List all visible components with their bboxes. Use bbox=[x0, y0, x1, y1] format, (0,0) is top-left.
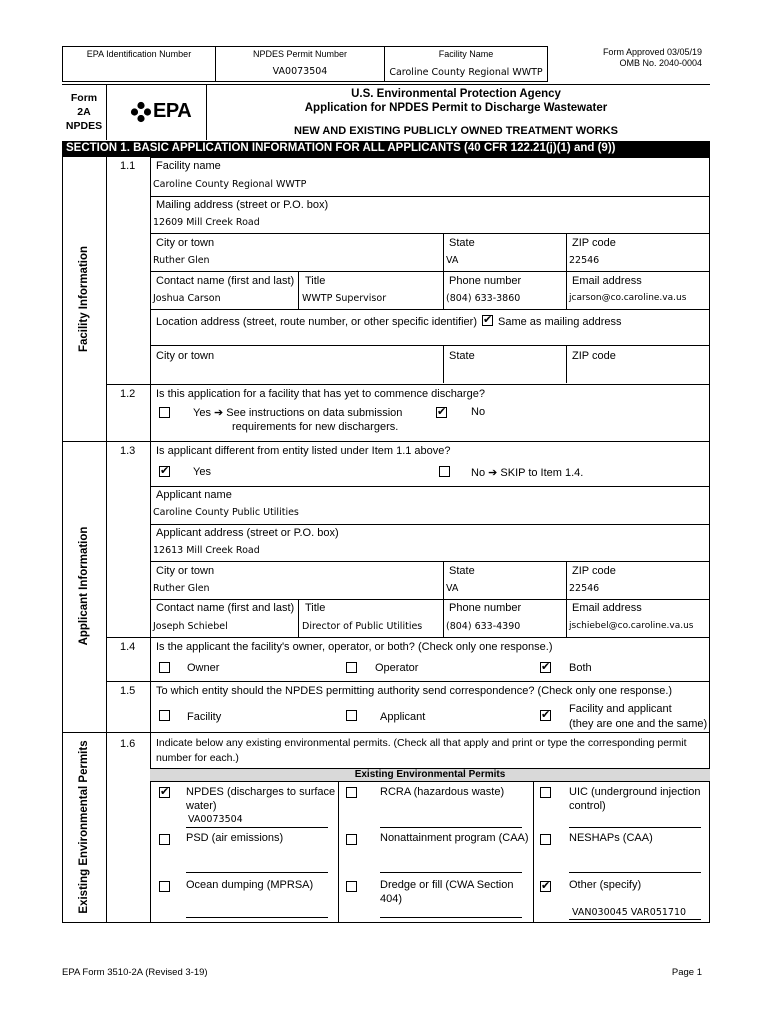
applicant-state-label: State bbox=[449, 565, 475, 577]
item-1-5-question: To which entity should the NPDES permitting authority send correspondence? (Check only one response.) bbox=[156, 685, 673, 697]
item-1-5-number: 1.5 bbox=[120, 685, 136, 697]
applicant-email-label: Email address bbox=[572, 602, 642, 614]
same-as-mailing-checkbox[interactable] bbox=[482, 315, 493, 326]
correspondence-both-label-1: Facility and applicant bbox=[569, 703, 672, 715]
section-1-header bbox=[62, 141, 710, 157]
other-permit-checkbox[interactable] bbox=[540, 881, 551, 892]
applicant-different-no-checkbox[interactable] bbox=[439, 466, 450, 477]
applicant-name-label: Applicant name bbox=[156, 489, 232, 501]
epa-logo-text: EPA bbox=[153, 100, 192, 122]
dredge-fill-checkbox[interactable] bbox=[346, 881, 357, 892]
new-discharge-no-checkbox[interactable] bbox=[436, 407, 447, 418]
new-discharge-yes-note-2: requirements for new dischargers. bbox=[232, 421, 399, 433]
item-1-1-number: 1.1 bbox=[120, 160, 136, 172]
rcra-label: RCRA (hazardous waste) bbox=[380, 786, 505, 798]
both-checkbox[interactable] bbox=[540, 662, 551, 673]
applicant-phone-field[interactable]: (804) 633-4390 bbox=[446, 621, 521, 632]
item-1-6-instruction-1: Indicate below any existing environmental permits. (Check all that apply and print or type the corresponding permit bbox=[156, 737, 687, 749]
location-state-label: State bbox=[449, 350, 475, 362]
header-permit-box bbox=[215, 46, 385, 82]
applicant-name-field[interactable]: Caroline County Public Utilities bbox=[153, 507, 299, 518]
npdes-permit-number-field[interactable]: VA0073504 bbox=[188, 814, 243, 825]
ocean-dumping-checkbox[interactable] bbox=[159, 881, 170, 892]
other-permit-label: Other (specify) bbox=[569, 879, 642, 891]
contact-name-label: Contact name (first and last) bbox=[156, 275, 295, 287]
neshaps-label: NESHAPs (CAA) bbox=[569, 832, 653, 844]
applicant-city-field[interactable]: Ruther Glen bbox=[153, 583, 210, 594]
ocean-dumping-label: Ocean dumping (MPRSA) bbox=[186, 879, 314, 891]
applicant-different-no-text: No bbox=[471, 467, 486, 479]
zip-field[interactable]: 22546 bbox=[569, 255, 600, 266]
correspondence-facility-label: Facility bbox=[187, 711, 222, 723]
same-as-mailing-label: Same as mailing address bbox=[498, 316, 622, 328]
applicant-different-yes-checkbox[interactable] bbox=[159, 466, 170, 477]
form-number-footer: EPA Form 3510-2A (Revised 3-19) bbox=[62, 967, 208, 978]
applicant-state-field[interactable]: VA bbox=[446, 583, 459, 594]
phone-field[interactable]: (804) 633-3860 bbox=[446, 293, 521, 304]
header-id-box bbox=[62, 46, 216, 82]
rcra-checkbox[interactable] bbox=[346, 787, 357, 798]
new-discharge-yes-label bbox=[193, 406, 402, 419]
facility-name-field-label: Facility name bbox=[156, 160, 221, 172]
form-label-3: NPDES bbox=[65, 120, 103, 132]
arrow-right-icon: ➔ bbox=[488, 467, 498, 479]
dredge-fill-label-1: Dredge or fill (CWA Section bbox=[380, 879, 514, 891]
applicant-different-yes-label: Yes bbox=[193, 466, 211, 478]
skip-note: SKIP to Item 1.4. bbox=[500, 467, 584, 479]
new-discharge-yes-text: Yes bbox=[193, 407, 211, 419]
correspondence-both-label-2: (they are one and the same) bbox=[569, 718, 708, 730]
location-zip-label: ZIP code bbox=[572, 350, 616, 362]
permits-table-header bbox=[150, 768, 710, 782]
epa-flower-icon bbox=[130, 101, 152, 123]
npdes-permit-value[interactable]: VA0073504 bbox=[272, 66, 328, 77]
uic-label-1: UIC (underground injection bbox=[569, 786, 701, 798]
npdes-permit-label-1: NPDES (discharges to surface bbox=[186, 786, 336, 798]
sidebar-applicant-label: Applicant Information bbox=[78, 526, 90, 646]
nonattainment-checkbox[interactable] bbox=[346, 834, 357, 845]
applicant-email-field[interactable]: jschiebel@co.caroline.va.us bbox=[569, 621, 694, 631]
contact-title-field[interactable]: WWTP Supervisor bbox=[302, 293, 387, 304]
operator-checkbox[interactable] bbox=[346, 662, 357, 673]
operator-label: Operator bbox=[375, 662, 419, 674]
works-title: NEW AND EXISTING PUBLICLY OWNED TREATMENT WORKS bbox=[294, 125, 618, 137]
form-approved: Form Approved 03/05/19 bbox=[602, 47, 702, 57]
both-label: Both bbox=[569, 662, 592, 674]
state-field[interactable]: VA bbox=[446, 255, 459, 266]
new-discharge-no-label: No bbox=[471, 406, 486, 418]
psd-checkbox[interactable] bbox=[159, 834, 170, 845]
item-1-4-question: Is the applicant the facility's owner, operator, or both? (Check only one response.) bbox=[156, 641, 553, 653]
epa-id-label: EPA Identification Number bbox=[86, 49, 192, 59]
applicant-zip-label: ZIP code bbox=[572, 565, 616, 577]
correspondence-facility-checkbox[interactable] bbox=[159, 710, 170, 721]
location-address-label: Location address (street, route number, or other specific identifier) bbox=[156, 316, 477, 328]
new-discharge-yes-note-1: See instructions on data submission bbox=[226, 407, 403, 419]
applicant-zip-field[interactable]: 22546 bbox=[569, 583, 600, 594]
psd-label: PSD (air emissions) bbox=[186, 832, 284, 844]
sidebar-applicant bbox=[62, 441, 106, 731]
item-1-6-number: 1.6 bbox=[120, 738, 136, 750]
application-title: Application for NPDES Permit to Discharge Wastewater bbox=[304, 102, 608, 114]
email-label: Email address bbox=[572, 275, 642, 287]
item-1-2-number: 1.2 bbox=[120, 388, 136, 400]
item-1-2-question: Is this application for a facility that has yet to commence discharge? bbox=[156, 388, 485, 400]
item-1-3-question: Is applicant different from entity listed under Item 1.1 above? bbox=[156, 445, 451, 457]
city-label: City or town bbox=[156, 237, 215, 249]
applicant-title-field[interactable]: Director of Public Utilities bbox=[302, 621, 423, 632]
sidebar-permits bbox=[62, 732, 106, 922]
facility-name-value[interactable]: Caroline County Regional WWTP bbox=[389, 67, 543, 78]
other-permit-field[interactable]: VAN030045 VAR051710 bbox=[572, 907, 687, 918]
mailing-address-label: Mailing address (street or P.O. box) bbox=[156, 199, 329, 211]
correspondence-applicant-checkbox[interactable] bbox=[346, 710, 357, 721]
form-label-2: 2A bbox=[77, 106, 91, 118]
city-field[interactable]: Ruther Glen bbox=[153, 255, 210, 266]
facility-name-label: Facility Name bbox=[438, 49, 494, 59]
npdes-permit-label-2: water) bbox=[186, 800, 217, 812]
npdes-permit-checkbox[interactable] bbox=[159, 787, 170, 798]
uic-label-2: control) bbox=[569, 800, 606, 812]
epa-logo bbox=[130, 101, 190, 123]
applicant-address-label: Applicant address (street or P.O. box) bbox=[156, 527, 339, 539]
omb-number: OMB No. 2040-0004 bbox=[619, 58, 702, 68]
new-discharge-yes-checkbox[interactable] bbox=[159, 407, 170, 418]
neshaps-checkbox[interactable] bbox=[540, 834, 551, 845]
section-1-title: SECTION 1. BASIC APPLICATION INFORMATION FOR ALL APPLICANTS (40 CFR 122.21(j)(1) and (9)) bbox=[66, 142, 616, 154]
phone-label: Phone number bbox=[449, 275, 522, 287]
applicant-address-field[interactable]: 12613 Mill Creek Road bbox=[153, 545, 260, 556]
email-field[interactable]: jcarson@co.caroline.va.us bbox=[569, 293, 687, 303]
owner-label: Owner bbox=[187, 662, 220, 674]
dredge-fill-label-2: 404) bbox=[380, 893, 403, 905]
applicant-phone-label: Phone number bbox=[449, 602, 522, 614]
arrow-right-icon: ➔ bbox=[214, 407, 224, 419]
owner-checkbox[interactable] bbox=[159, 662, 170, 673]
header-facility-box bbox=[384, 46, 548, 82]
page-number: Page 1 bbox=[671, 967, 702, 978]
applicant-contact-field[interactable]: Joseph Schiebel bbox=[153, 621, 228, 632]
contact-title-label: Title bbox=[305, 275, 326, 287]
permits-table-title: Existing Environmental Permits bbox=[354, 769, 506, 780]
sidebar-facility bbox=[62, 157, 106, 441]
item-1-6-instruction-2: number for each.) bbox=[156, 752, 239, 764]
applicant-contact-label: Contact name (first and last) bbox=[156, 602, 295, 614]
item-1-4-number: 1.4 bbox=[120, 641, 136, 653]
item-1-3-number: 1.3 bbox=[120, 445, 136, 457]
uic-checkbox[interactable] bbox=[540, 787, 551, 798]
correspondence-both-checkbox[interactable] bbox=[540, 710, 551, 721]
agency-title: U.S. Environmental Protection Agency bbox=[351, 88, 561, 100]
facility-name-field[interactable]: Caroline County Regional WWTP bbox=[153, 179, 307, 190]
applicant-title-label: Title bbox=[305, 602, 326, 614]
location-city-label: City or town bbox=[156, 350, 215, 362]
applicant-different-no-label bbox=[471, 466, 583, 479]
nonattainment-label: Nonattainment program (CAA) bbox=[380, 832, 529, 844]
correspondence-applicant-label: Applicant bbox=[380, 711, 426, 723]
state-label: State bbox=[449, 237, 475, 249]
zip-label: ZIP code bbox=[572, 237, 616, 249]
npdes-permit-label: NPDES Permit Number bbox=[252, 49, 348, 59]
contact-name-field[interactable]: Joshua Carson bbox=[153, 293, 221, 304]
form-label-1: Form bbox=[70, 92, 98, 104]
sidebar-permits-label: Existing Environmental Permits bbox=[78, 740, 90, 914]
applicant-city-label: City or town bbox=[156, 565, 215, 577]
sidebar-facility-label: Facility Information bbox=[78, 245, 90, 353]
mailing-address-field[interactable]: 12609 Mill Creek Road bbox=[153, 217, 260, 228]
